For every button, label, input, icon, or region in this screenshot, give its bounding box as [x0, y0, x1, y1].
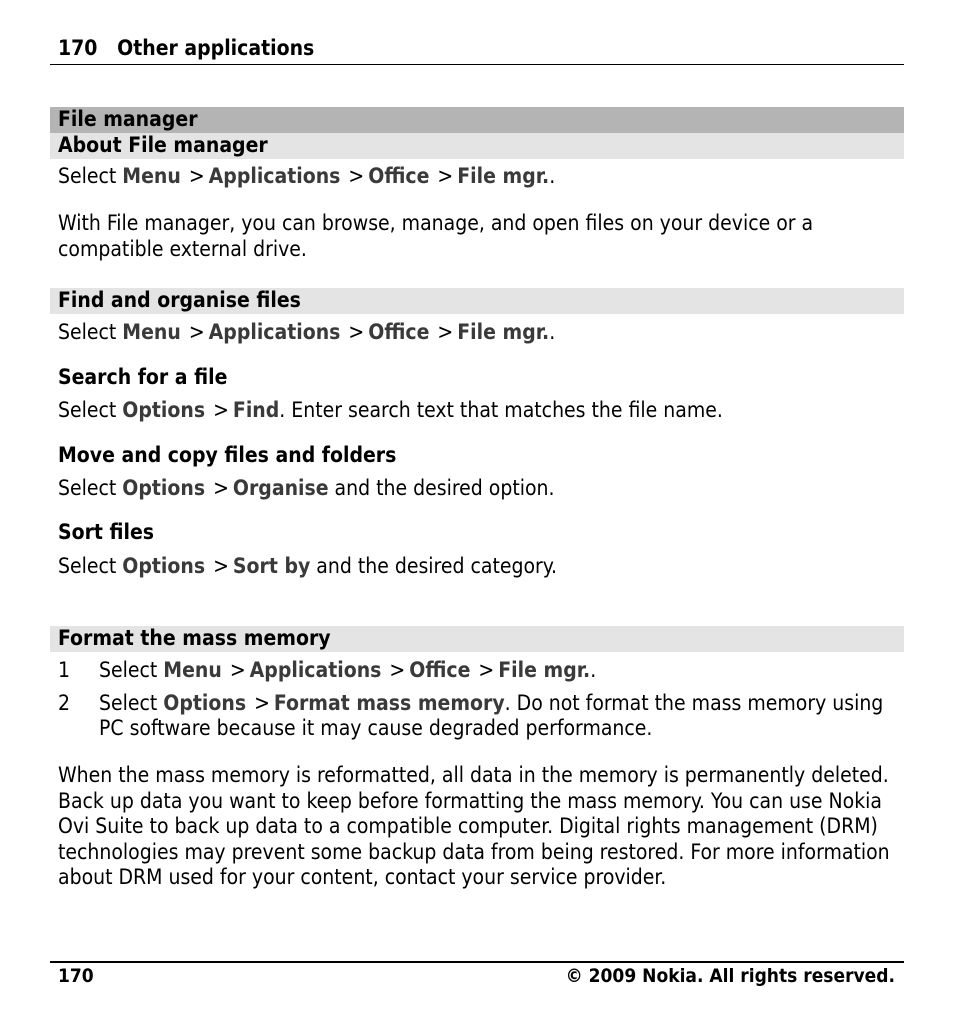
arrow-icon: > [213, 398, 229, 422]
move-instruction: Select Options > Organise and the desired option. [58, 476, 555, 500]
footer-page-number: 170 [58, 965, 94, 987]
arrow-icon: > [437, 320, 454, 344]
arrow-icon: > [478, 658, 495, 682]
applications-label: Applications [249, 658, 382, 682]
footer-copyright: © 2009 Nokia. All rights reserved. [565, 965, 895, 987]
move-subheading: Move and copy files and folders [58, 443, 397, 467]
sort-by-label: Sort by [232, 554, 311, 578]
format-heading-band [50, 626, 904, 652]
chapter-title: File manager [58, 107, 198, 131]
office-label: Office [368, 320, 430, 344]
options-label: Options [163, 691, 247, 715]
menu-label: Menu [122, 164, 181, 188]
page-header [58, 36, 314, 60]
format-step-1: Select Menu > Applications > Office > File mgr.. [99, 658, 597, 682]
step-number: 1 [58, 658, 71, 682]
file-mgr-label: File mgr. [498, 658, 591, 682]
find-heading: Find and organise files [58, 288, 301, 312]
format-mass-memory-label: Format mass memory [273, 691, 505, 715]
header-page-number: 170 [58, 36, 98, 60]
menu-label: Menu [122, 320, 181, 344]
format-paragraph: When the mass memory is reformatted, all data in the memory is permanently deleted. Back up data you want to keep before formatting the mass memory. You can use Nokia Ovi Suite to back up data to a compatible computer. Digital rights management (DRM) technologies may prevent some backup data from being restored. For more information about DRM used for your content, contact your service provider. [58, 763, 890, 889]
search-instruction: Select Options > Find. Enter search text that matches the file name. [58, 398, 723, 422]
arrow-icon: > [348, 320, 365, 344]
arrow-icon: > [437, 164, 454, 188]
office-label: Office [368, 164, 430, 188]
arrow-icon: > [229, 658, 246, 682]
footer-rule [50, 961, 904, 963]
file-mgr-label: File mgr. [457, 164, 550, 188]
options-label: Options [122, 554, 206, 578]
options-label: Options [122, 398, 206, 422]
arrow-icon: > [188, 320, 205, 344]
find-heading-band [50, 288, 904, 314]
about-heading: About File manager [58, 133, 268, 157]
format-step-2: Select Options > Format mass memory. Do not format the mass memory using PC software because it may cause degraded performance. [99, 691, 884, 740]
header-rule [50, 64, 904, 65]
organise-label: Organise [232, 476, 329, 500]
search-subheading: Search for a file [58, 365, 228, 389]
find-menu-path: Select Menu > Applications > Office > File mgr.. [58, 320, 556, 344]
format-heading: Format the mass memory [58, 626, 331, 650]
office-label: Office [409, 658, 471, 682]
find-label: Find [232, 398, 280, 422]
sort-instruction: Select Options > Sort by and the desired category. [58, 554, 557, 578]
sort-subheading: Sort files [58, 520, 155, 544]
arrow-icon: > [213, 476, 229, 500]
arrow-icon: > [254, 691, 270, 715]
header-section-title: Other applications [117, 36, 315, 60]
about-paragraph: With File manager, you can browse, manage, and open files on your device or a compatible external drive. [58, 211, 814, 261]
step-number: 2 [58, 691, 71, 715]
arrow-icon: > [188, 164, 205, 188]
applications-label: Applications [208, 164, 341, 188]
file-mgr-label: File mgr. [457, 320, 550, 344]
arrow-icon: > [213, 554, 229, 578]
arrow-icon: > [389, 658, 406, 682]
about-heading-band [50, 133, 904, 159]
options-label: Options [122, 476, 206, 500]
menu-label: Menu [163, 658, 222, 682]
applications-label: Applications [208, 320, 341, 344]
chapter-title-band [50, 107, 904, 133]
about-menu-path: Select Menu > Applications > Office > File mgr.. [58, 164, 556, 188]
arrow-icon: > [348, 164, 365, 188]
